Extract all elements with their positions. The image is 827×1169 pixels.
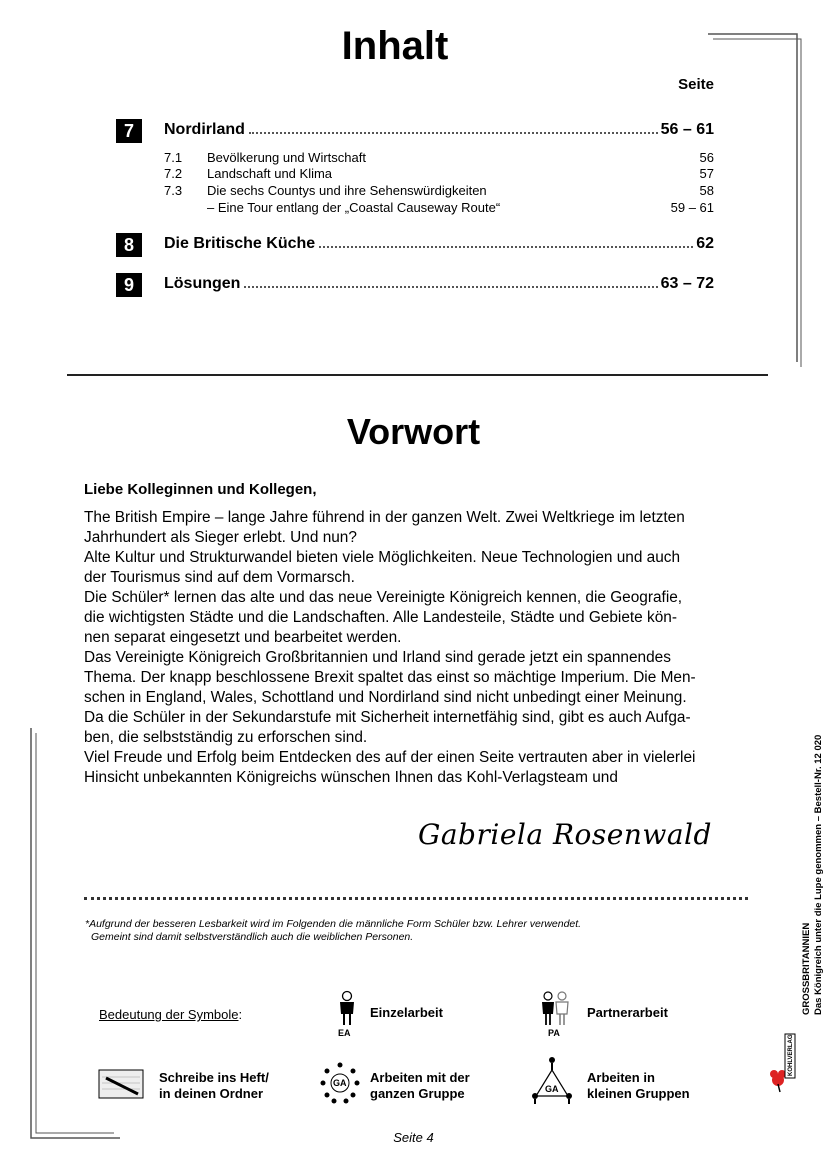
subitem-pages: 56 bbox=[699, 150, 714, 165]
greeting: Liebe Kolleginnen und Kollegen, bbox=[84, 481, 317, 498]
chapter-title: Nordirland bbox=[164, 121, 245, 138]
subitem-pages: 59 – 61 bbox=[670, 200, 714, 215]
dotted-separator bbox=[84, 897, 748, 900]
subitem-title: Landschaft und Klima bbox=[207, 166, 333, 181]
symbols-heading bbox=[99, 1007, 242, 1022]
chapter-pages: 62 bbox=[696, 235, 714, 252]
ganze-gruppe-line-2: ganzen Gruppe bbox=[370, 1086, 465, 1101]
einzelarbeit-icon bbox=[336, 990, 358, 1028]
kleine-gruppen-icon bbox=[531, 1056, 573, 1104]
body-line: Hinsicht unbekannten Königreichs wünschen Ihnen das Kohl-Verlagsteam und bbox=[84, 769, 618, 786]
body-line: Viel Freude und Erfolg beim Entdecken des auf der einen Seite vertrauten aber in vielerlei bbox=[84, 749, 696, 766]
chapter-title: Die Britische Küche bbox=[164, 235, 316, 252]
ga-tag: GA bbox=[333, 1078, 347, 1088]
side-title: GROSSBRITANNIEN bbox=[801, 922, 812, 1015]
kleine-gruppen-line-2: kleinen Gruppen bbox=[587, 1086, 690, 1101]
body-line: ben, die selbstständig zu erforschen sind. bbox=[84, 729, 368, 746]
subitem-number: 7.2 bbox=[164, 166, 183, 181]
ganze-gruppe-label bbox=[370, 1070, 470, 1102]
toc-chapter-8 bbox=[116, 233, 714, 257]
dot-leader bbox=[244, 285, 657, 288]
body-line: Thema. Der knapp beschlossene Brexit spaltet das einst so mächtige Imperium. Die Men- bbox=[84, 669, 696, 686]
chapter-number-box: 9 bbox=[116, 273, 142, 297]
chapter-pages: 56 – 61 bbox=[660, 121, 714, 138]
pa-label: Partnerarbeit bbox=[587, 1005, 668, 1020]
kg-tag: GA bbox=[545, 1084, 559, 1094]
inhalt-title: Inhalt bbox=[341, 24, 449, 68]
subitem-number: 7.1 bbox=[164, 150, 183, 165]
toc-subitem bbox=[164, 166, 714, 182]
kleine-gruppen-line-1: Arbeiten in bbox=[587, 1070, 655, 1085]
ganze-gruppe-line-1: Arbeiten mit der bbox=[370, 1070, 470, 1085]
toc-chapter-9 bbox=[116, 273, 714, 297]
vorwort-body bbox=[84, 508, 748, 788]
body-line: Alte Kultur und Strukturwandel bieten viele Möglichkeiten. Neue Technologien und auch bbox=[84, 549, 681, 566]
side-publisher-info bbox=[801, 735, 825, 1015]
kleine-gruppen-label bbox=[587, 1070, 690, 1102]
symbols-heading-text: Bedeutung der Symbole bbox=[99, 1007, 239, 1022]
footnote-line-2: Gemeint sind damit selbstverständlich auch die weiblichen Personen. bbox=[91, 931, 414, 943]
partnerarbeit-icon bbox=[540, 990, 570, 1028]
heft-label-line-1: Schreibe ins Heft/ bbox=[159, 1070, 269, 1085]
body-line: The British Empire – lange Jahre führend in der ganzen Welt. Zwei Weltkriege im letzten bbox=[84, 509, 685, 526]
body-line: die wichtigsten Städte und die Landschaften. Alle Landesteile, Städte und Gebiete kön- bbox=[84, 609, 677, 626]
heft-label-line-2: in deinen Ordner bbox=[159, 1086, 264, 1101]
body-line: Da die Schüler in der Sekundarstufe mit Sicherheit internetfähig sind, gibt es auch Aufga- bbox=[84, 709, 691, 726]
symbols-heading-colon: : bbox=[238, 1007, 243, 1022]
chapter-number-box: 8 bbox=[116, 233, 142, 257]
subitem-title: – Eine Tour entlang der „Coastal Causeway Route“ bbox=[207, 200, 501, 215]
toc-subitem bbox=[164, 200, 714, 216]
subitem-number: 7.3 bbox=[164, 183, 183, 198]
body-line: der Tourismus sind auf dem Vormarsch. bbox=[84, 569, 355, 586]
subitem-title: Bevölkerung und Wirtschaft bbox=[207, 150, 366, 165]
chapter-number-box: 7 bbox=[116, 119, 142, 143]
logo-text: KOHLVERLAG bbox=[788, 1034, 794, 1076]
heft-label bbox=[159, 1070, 269, 1102]
toc-subitem bbox=[164, 183, 714, 199]
signature: Gabriela Rosenwald bbox=[418, 818, 712, 851]
chapter-title: Lösungen bbox=[164, 275, 241, 292]
body-line: Jahrhundert als Sieger erlebt. Und nun? bbox=[84, 529, 357, 546]
notebook-pen-icon bbox=[98, 1069, 144, 1099]
vorwort-title: Vorwort bbox=[346, 411, 481, 452]
subitem-title: Die sechs Countys und ihre Sehenswürdigkeiten bbox=[207, 183, 487, 198]
toc-chapter-7 bbox=[116, 119, 714, 143]
ea-label: Einzelarbeit bbox=[370, 1005, 443, 1020]
side-subtitle: Das Königreich unter die Lupe genommen – Bestell-Nr. 12 020 bbox=[813, 734, 824, 1015]
body-line: nen separat eingesetzt und bearbeitet werden. bbox=[84, 629, 402, 646]
page-number: Seite 4 bbox=[393, 1130, 434, 1145]
body-line: Das Vereinigte Königreich Großbritannien und Irland sind gerade jetzt ein spannendes bbox=[84, 649, 671, 666]
toc-subitem bbox=[164, 150, 714, 166]
pa-tag: PA bbox=[548, 1028, 560, 1038]
subitem-pages: 58 bbox=[699, 183, 714, 198]
dot-leader bbox=[249, 131, 658, 134]
ea-tag: EA bbox=[338, 1028, 351, 1038]
body-line: Die Schüler* lernen das alte und das neue Vereinigte Königreich kennen, die Geografie, bbox=[84, 589, 683, 606]
body-line: schen in England, Wales, Schottland und Nordirland sind nicht unbedingt einer Meinung. bbox=[84, 689, 687, 706]
footnote bbox=[85, 918, 581, 944]
seite-column-label: Seite bbox=[678, 76, 714, 93]
subitem-pages: 57 bbox=[699, 166, 714, 181]
dot-leader bbox=[319, 245, 693, 248]
footnote-line-1: *Aufgrund der besseren Lesbarkeit wird im Folgenden die männliche Form Schüler bzw. Lehrer verwendet. bbox=[85, 918, 582, 930]
chapter-pages: 63 – 72 bbox=[660, 275, 714, 292]
